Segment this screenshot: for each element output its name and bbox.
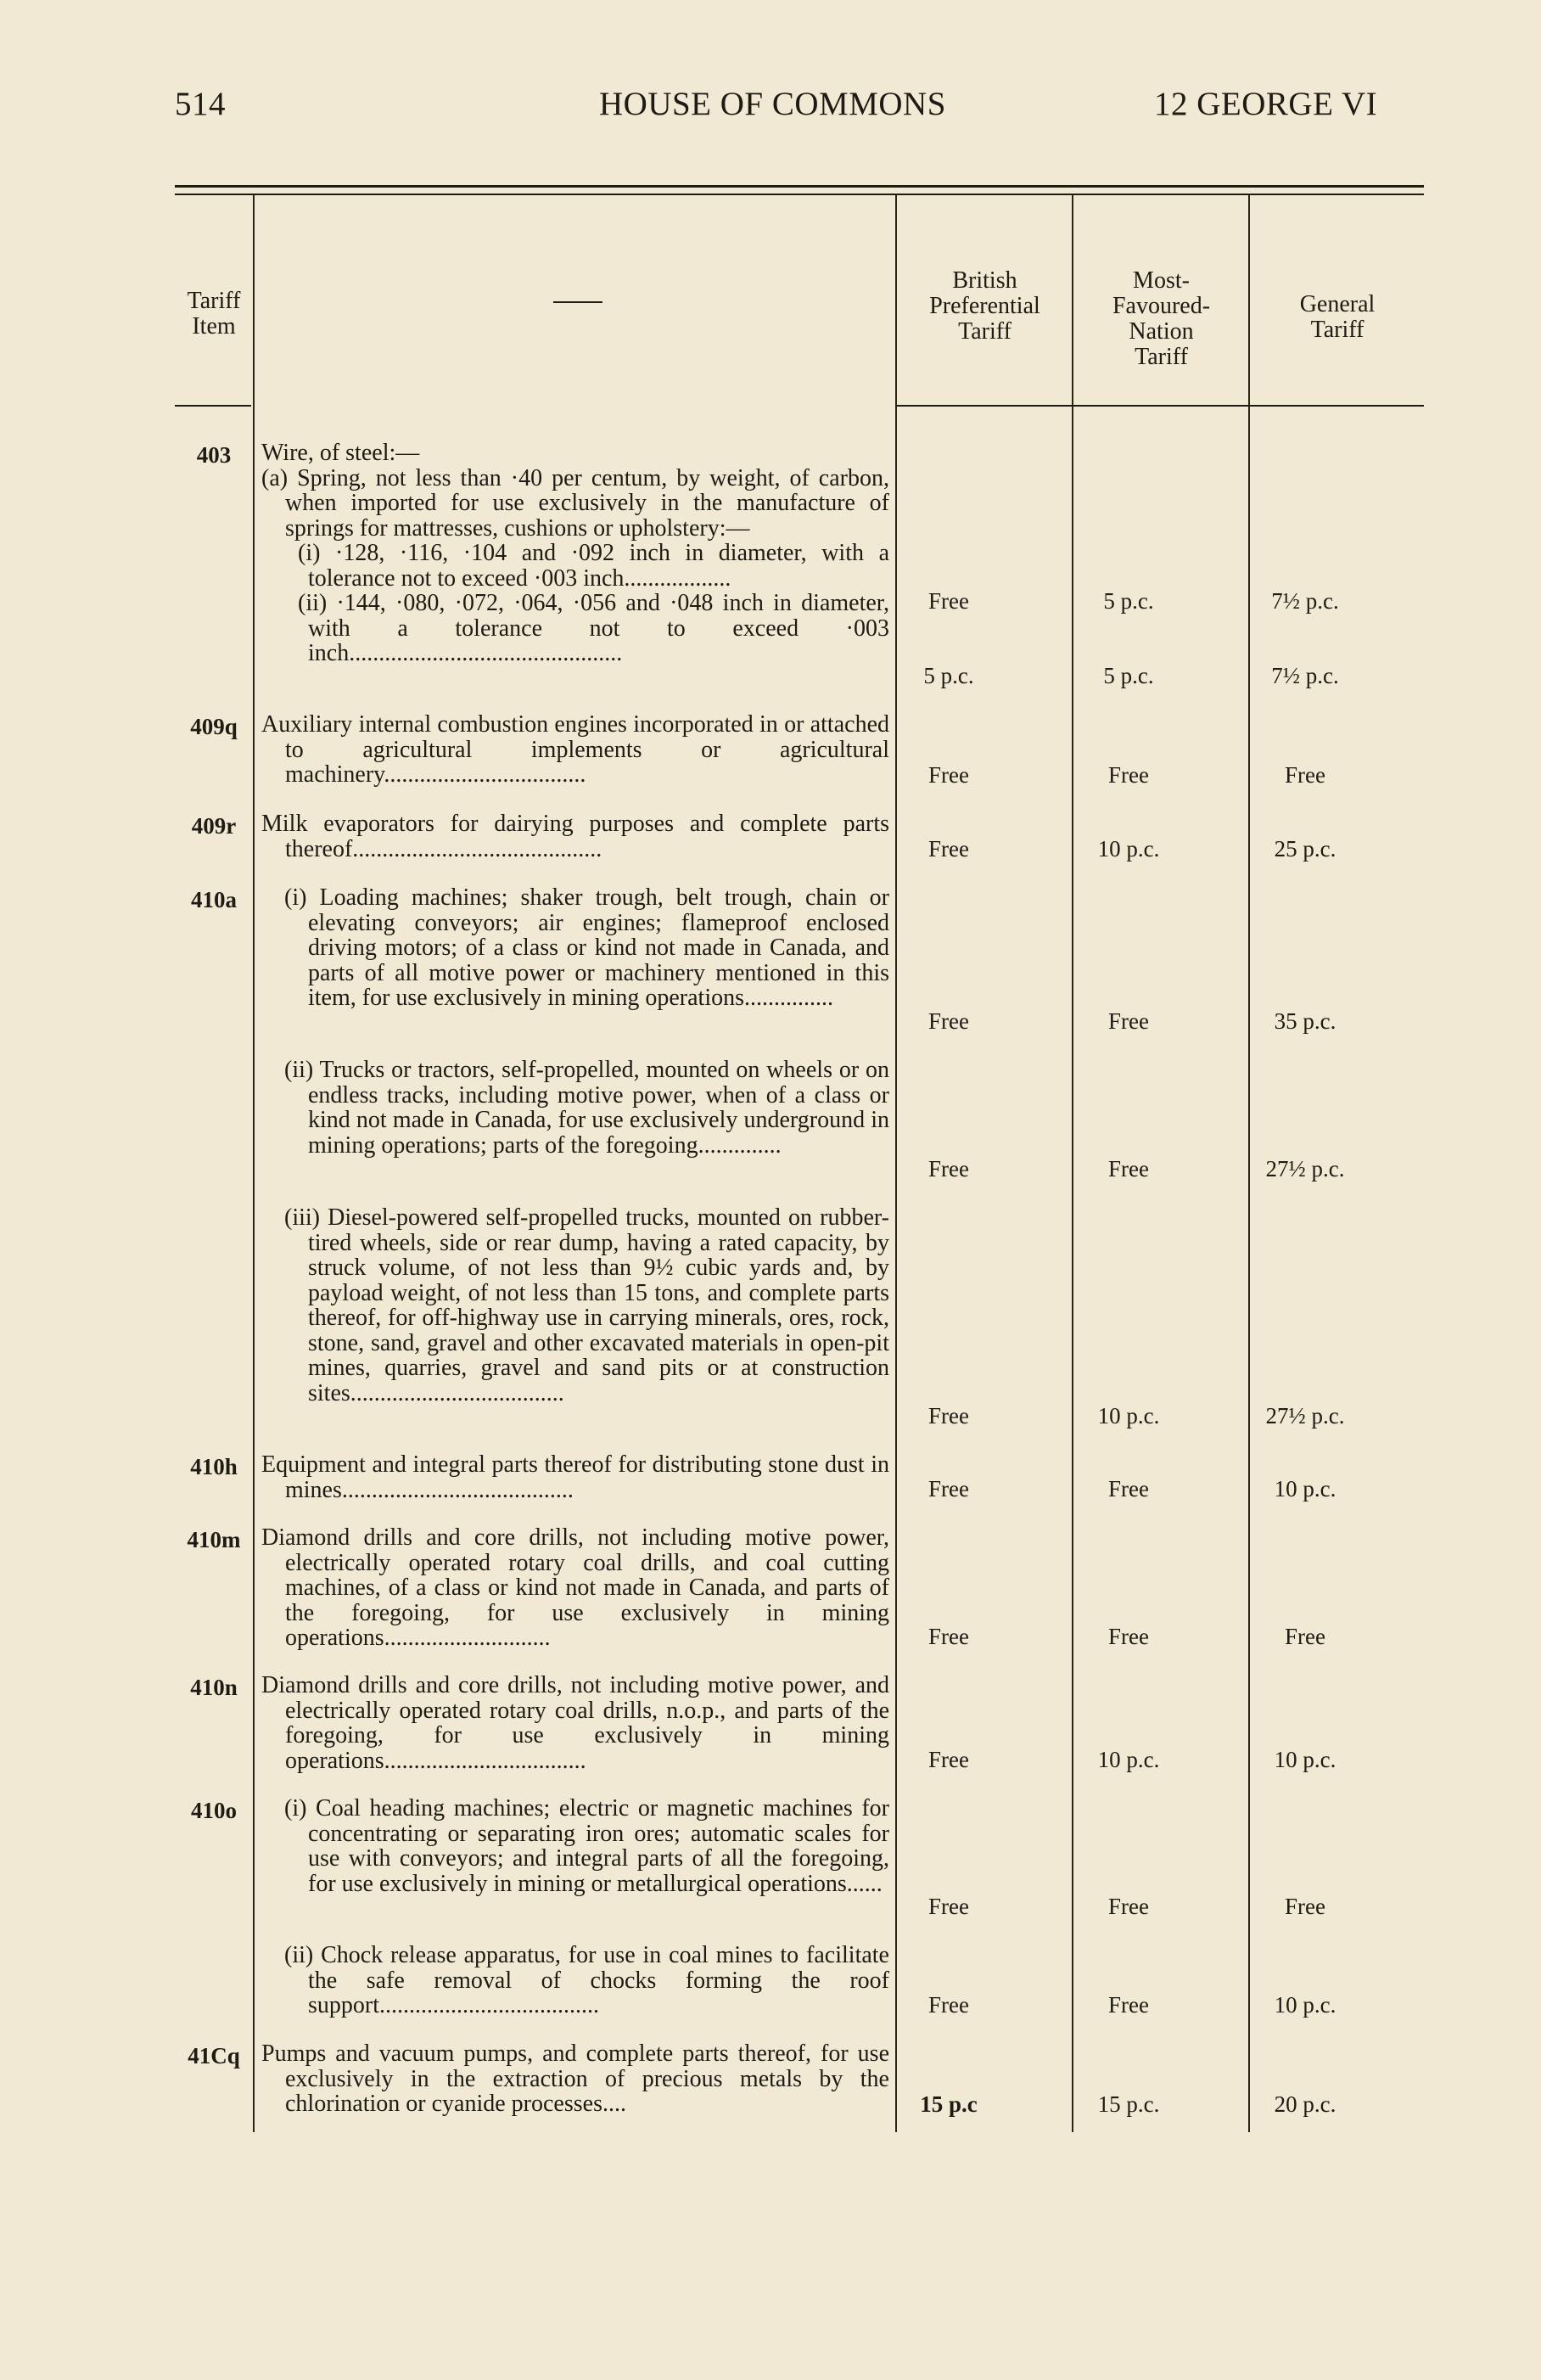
column-divider — [1072, 195, 1073, 2132]
description-text: (i) Loading machines; shaker trough, belt trough, chain or elevating conveyors; air engines; flameproof enclosed driving motors; of a class or kind not made in Canada, and parts of all motive power or machinery mentioned in this item, for use exclusively in mining operations............... — [284, 884, 889, 1011]
rate-general: 25 p.c. — [1274, 836, 1336, 862]
col-header-most-favoured-nation: Most- Favoured- Nation Tariff — [1112, 267, 1211, 370]
rate-british: Free — [928, 836, 969, 862]
description-line: (a) Spring, not less than ·40 per centum, by weight, of carbon, when imported for use exclusively in the manufacture of springs for mattresses, cushions or upholstery:— — [261, 464, 889, 542]
rate-general: 10 p.c. — [1274, 1992, 1336, 2018]
tariff-item-number: 409q — [190, 714, 238, 739]
rate-mfn: 15 p.c. — [1097, 2091, 1160, 2117]
col-header-description-dash — [553, 301, 602, 303]
rate-general: 20 p.c. — [1274, 2091, 1336, 2117]
rate-mfn: Free — [1108, 1992, 1149, 2018]
rate-general: 10 p.c. — [1274, 1747, 1336, 1772]
col-header-tariff-item: Tariff Item — [187, 288, 241, 340]
rate-british: Free — [928, 1992, 969, 2018]
description-text: Auxiliary internal combustion engines incorporated in or attached to agricultural implements or agricultural machinery.................................. — [261, 711, 889, 788]
tariff-item-description — [261, 885, 889, 1011]
description-line: Wire, of steel:— — [261, 440, 420, 466]
rate-general: 7½ p.c. — [1271, 663, 1339, 688]
rate-british: 5 p.c. — [923, 663, 974, 688]
rate-general: Free — [1285, 762, 1325, 788]
rate-british: 15 p.c — [920, 2091, 978, 2117]
tariff-item-description — [261, 1673, 889, 1773]
tariff-item-description — [261, 441, 889, 666]
tariff-item-description — [261, 1525, 889, 1651]
tariff-item-description — [261, 1943, 889, 2018]
rate-mfn: 10 p.c. — [1097, 1403, 1160, 1429]
top-rule-thin — [175, 194, 1424, 195]
description-text: Pumps and vacuum pumps, and complete parts thereof, for use exclusively in the extraction of precious metals by the chlorination or cyanide processes.... — [261, 2040, 889, 2117]
tariff-item-description — [261, 1796, 889, 1896]
description-text: Diamond drills and core drills, not including motive power, and electrically operated rotary coal drills, n.o.p., and parts of the foregoing, for use exclusively in mining operations.................................. — [261, 1672, 889, 1774]
column-divider — [895, 195, 897, 2132]
tariff-item-number: 410m — [187, 1527, 241, 1552]
description-text: (i) Coal heading machines; electric or magnetic machines for concentrating or separating iron ores; automatic scales for use with conveyors; and integral parts of all the foregoing, for use exclusively in mining or metallurgical operations...... — [284, 1795, 889, 1897]
tariff-item-description — [261, 2041, 889, 2117]
rate-general: 27½ p.c. — [1265, 1156, 1345, 1182]
tariff-item-description — [261, 1205, 889, 1406]
tariff-item-description — [261, 1452, 889, 1502]
rate-mfn: Free — [1108, 1894, 1149, 1919]
description-text: Milk evaporators for dairying purposes and complete parts thereof.......................................... — [261, 811, 889, 862]
rate-mfn: 5 p.c. — [1103, 588, 1154, 614]
description-text: (iii) Diesel-powered self-propelled trucks, mounted on rubber-tired wheels, side or rear dump, having a rated capacity, by struck volume, of not less than 9½ cubic yards and, by payload weight, of not less than 15 tons, and complete parts thereof, for off-highway use in carrying minerals, ores, rock, stone, sand, gravel and other excavated materials in open-pit mines, quarries, gravel and sand pits or at construction sites.................................... — [284, 1204, 889, 1406]
tariff-item-description — [261, 1058, 889, 1158]
description-text: (ii) Trucks or tractors, self-propelled, mounted on wheels or on endless tracks, including motive power, when of a class or kind not made in Canada, for use exclusively underground in mining operations; parts of the foregoing.............. — [284, 1057, 889, 1159]
rate-british: Free — [928, 1403, 969, 1429]
rate-mfn: 10 p.c. — [1097, 836, 1160, 862]
rate-mfn: 10 p.c. — [1097, 1747, 1160, 1772]
rate-general: 10 p.c. — [1274, 1476, 1336, 1502]
tariff-item-number: 409r — [191, 813, 237, 839]
header-underline-item — [175, 405, 251, 407]
rate-mfn: Free — [1108, 1008, 1149, 1034]
tariff-item-number: 410o — [191, 1798, 237, 1823]
col-header-british-preferential: British Preferential Tariff — [929, 267, 1040, 345]
description-line: (i) ·128, ·116, ·104 and ·092 inch in diameter, with a tolerance not to exceed ·003 inch.................. — [298, 540, 889, 592]
rate-mfn: 5 p.c. — [1103, 663, 1154, 688]
tariff-item-number: 410a — [191, 887, 237, 912]
rate-british: Free — [928, 1476, 969, 1502]
tariff-item-description — [261, 811, 889, 862]
rate-general: 7½ p.c. — [1271, 588, 1339, 614]
rate-general: Free — [1285, 1624, 1325, 1649]
column-divider — [1248, 195, 1250, 2132]
rate-mfn: Free — [1108, 1624, 1149, 1649]
rate-general: Free — [1285, 1894, 1325, 1919]
rate-mfn: Free — [1108, 762, 1149, 788]
rate-british: Free — [928, 588, 969, 614]
header-underline-rates — [895, 405, 1424, 407]
rate-general: 27½ p.c. — [1265, 1403, 1345, 1429]
rate-british: Free — [928, 1747, 969, 1772]
rate-mfn: Free — [1108, 1156, 1149, 1182]
page-number: 514 — [175, 86, 226, 122]
tariff-item-number: 403 — [196, 442, 232, 468]
rate-british: Free — [928, 1008, 969, 1034]
rate-british: Free — [928, 1894, 969, 1919]
description-text: Equipment and integral parts thereof for distributing stone dust in mines....................................... — [261, 1451, 889, 1503]
description-line: (ii) ·144, ·080, ·072, ·064, ·056 and ·048 inch in diameter, with a tolerance not to exceed ·003 inch.............................................. — [298, 590, 889, 666]
col-header-general: General Tariff — [1299, 291, 1376, 343]
description-text: (ii) Chock release apparatus, for use in coal mines to facilitate the safe removal of chocks forming the roof support..................................... — [284, 1942, 889, 2018]
tariff-item-description — [261, 712, 889, 788]
rate-british: Free — [928, 762, 969, 788]
tariff-item-number: 41Cq — [188, 2043, 240, 2068]
regnal-year: 12 GEORGE VI — [1154, 86, 1378, 122]
description-text: Diamond drills and core drills, not including motive power, electrically operated rotary coal drills, and coal cutting machines, of a class or kind not made in Canada, and parts of the foregoing, for use exclusively in mining operations............................ — [261, 1524, 889, 1651]
tariff-item-number: 410h — [190, 1454, 238, 1479]
rate-general: 35 p.c. — [1274, 1008, 1336, 1034]
column-divider — [253, 195, 255, 2132]
tariff-item-number: 410n — [190, 1675, 238, 1700]
page-title: HOUSE OF COMMONS — [599, 86, 946, 122]
top-rule — [175, 185, 1424, 188]
rate-british: Free — [928, 1624, 969, 1649]
rate-mfn: Free — [1108, 1476, 1149, 1502]
rate-british: Free — [928, 1156, 969, 1182]
